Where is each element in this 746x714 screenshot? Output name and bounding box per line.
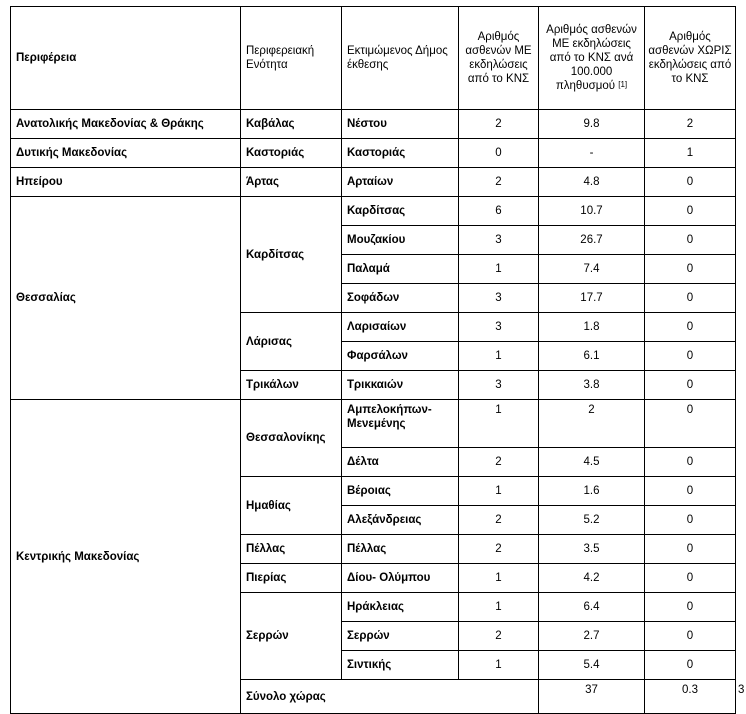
without-cns-cell: 0 (645, 651, 736, 680)
municipality-cell: Σερρών (342, 622, 459, 651)
region-cell: Δυτικής Μακεδονίας (11, 139, 241, 168)
header-unit: Περιφερειακή Ενότητα (241, 7, 342, 110)
table-row (11, 400, 736, 448)
rate-cell: 6.1 (539, 342, 645, 371)
without-cns-cell: 0 (645, 448, 736, 477)
rate-cell: 5.2 (539, 506, 645, 535)
rate-cell: 4.2 (539, 564, 645, 593)
with-cns-cell: 2 (459, 448, 539, 477)
with-cns-cell: 0 (459, 139, 539, 168)
with-cns-cell: 3 (459, 226, 539, 255)
municipality-cell: Βέροιας (342, 477, 459, 506)
municipality-cell: Αμπελοκήπων- Μενεμένης (342, 400, 459, 448)
without-cns-cell: 0 (645, 313, 736, 342)
unit-cell: Λάρισας (241, 313, 342, 371)
with-cns-cell: 3 (459, 313, 539, 342)
municipality-cell: Καρδίτσας (342, 197, 459, 226)
municipality-cell: Παλαμά (342, 255, 459, 284)
rate-cell: 4.8 (539, 168, 645, 197)
without-cns-cell: 0 (645, 593, 736, 622)
municipality-cell: Πέλλας (342, 535, 459, 564)
with-cns-cell: 1 (459, 400, 539, 448)
unit-cell: Άρτας (241, 168, 342, 197)
region-cell: Κεντρικής Μακεδονίας (11, 400, 241, 714)
with-cns-cell: 1 (459, 255, 539, 284)
without-cns-cell: 0 (645, 168, 736, 197)
municipality-cell: Σοφάδων (342, 284, 459, 313)
unit-cell: Σερρών (241, 593, 342, 680)
header-without-cns: Αριθμός ασθενών ΧΩΡΙΣ εκδηλώσεις από το ΚΝΣ (645, 7, 736, 110)
rate-cell: 7.4 (539, 255, 645, 284)
rate-cell: 2.7 (539, 622, 645, 651)
rate-cell: - (539, 139, 645, 168)
with-cns-cell: 3 (459, 284, 539, 313)
table-row (11, 197, 736, 226)
unit-cell: Τρικάλων (241, 371, 342, 400)
without-cns-cell: 0 (645, 400, 736, 448)
with-cns-cell: 2 (459, 110, 539, 139)
municipality-cell: Δέλτα (342, 448, 459, 477)
header-region: Περιφέρεια (11, 7, 241, 110)
footnote-ref: [1] (618, 80, 628, 89)
municipality-cell: Δίου- Ολύμπου (342, 564, 459, 593)
without-cns-cell: 0 (645, 284, 736, 313)
rate-cell: 3.8 (539, 371, 645, 400)
rate-cell: 2 (539, 400, 645, 448)
municipality-cell: Σιντικής (342, 651, 459, 680)
unit-cell: Καστοριάς (241, 139, 342, 168)
rate-cell: 26.7 (539, 226, 645, 255)
municipality-cell: Λαρισαίων (342, 313, 459, 342)
region-cell: Ανατολικής Μακεδονίας & Θράκης (11, 110, 241, 139)
rate-cell: 9.8 (539, 110, 645, 139)
rate-cell: 6.4 (539, 593, 645, 622)
header-row (11, 7, 736, 110)
rate-cell: 10.7 (539, 197, 645, 226)
unit-cell: Πέλλας (241, 535, 342, 564)
with-cns-cell: 1 (459, 477, 539, 506)
with-cns-cell: 1 (459, 651, 539, 680)
header-municipality: Εκτιμώμενος Δήμος έκθεσης (342, 7, 459, 110)
rate-cell: 1.8 (539, 313, 645, 342)
rate-cell: 3.5 (539, 535, 645, 564)
without-cns-cell: 2 (645, 110, 736, 139)
municipality-cell: Μουζακίου (342, 226, 459, 255)
without-cns-cell: 0 (645, 564, 736, 593)
table-row (11, 110, 736, 139)
with-cns-cell: 2 (459, 168, 539, 197)
with-cns-cell: 2 (459, 535, 539, 564)
rate-cell: 4.5 (539, 448, 645, 477)
total-row: Σύνολο χώρας 37 0.3 3 (11, 680, 736, 714)
municipality-cell: Ηράκλειας (342, 593, 459, 622)
total-rate: 0.3 (645, 680, 736, 714)
without-cns-cell: 0 (645, 477, 736, 506)
unit-cell: Καβάλας (241, 110, 342, 139)
total-label: Σύνολο χώρας (241, 680, 539, 714)
municipality-cell: Αλεξάνδρειας (342, 506, 459, 535)
without-cns-cell: 0 (645, 371, 736, 400)
rate-cell: 1.6 (539, 477, 645, 506)
with-cns-cell: 1 (459, 593, 539, 622)
region-cell: Θεσσαλίας (11, 197, 241, 400)
without-cns-cell: 1 (645, 139, 736, 168)
municipality-cell: Τρικκαιών (342, 371, 459, 400)
with-cns-cell: 6 (459, 197, 539, 226)
municipality-cell: Αρταίων (342, 168, 459, 197)
header-with-cns: Αριθμός ασθενών ΜΕ εκδηλώσεις από το ΚΝΣ (459, 7, 539, 110)
with-cns-cell: 3 (459, 371, 539, 400)
without-cns-cell: 0 (645, 535, 736, 564)
without-cns-cell: 0 (645, 506, 736, 535)
rate-cell: 5.4 (539, 651, 645, 680)
unit-cell: Καρδίτσας (241, 197, 342, 313)
unit-cell: Ημαθίας (241, 477, 342, 535)
rate-cell: 17.7 (539, 284, 645, 313)
header-rate (539, 7, 645, 110)
with-cns-cell: 1 (459, 564, 539, 593)
with-cns-cell: 1 (459, 342, 539, 371)
total-with-cns: 37 (539, 680, 645, 714)
municipality-cell: Νέστου (342, 110, 459, 139)
municipality-cell: Φαρσάλων (342, 342, 459, 371)
without-cns-cell: 0 (645, 197, 736, 226)
region-cell: Ηπείρου (11, 168, 241, 197)
with-cns-cell: 2 (459, 622, 539, 651)
without-cns-cell: 0 (645, 255, 736, 284)
with-cns-cell: 2 (459, 506, 539, 535)
table-row (11, 139, 736, 168)
unit-cell: Πιερίας (241, 564, 342, 593)
without-cns-cell: 0 (645, 622, 736, 651)
cases-table (10, 6, 745, 714)
municipality-cell: Καστοριάς (342, 139, 459, 168)
unit-cell: Θεσσαλονίκης (241, 400, 342, 477)
table-row (11, 168, 736, 197)
without-cns-cell: 0 (645, 226, 736, 255)
without-cns-cell: 0 (645, 342, 736, 371)
header-rate-text: Αριθμός ασθενών ΜΕ εκδηλώσεις από το ΚΝΣ ανά 100.000 πληθυσμού (546, 24, 637, 92)
